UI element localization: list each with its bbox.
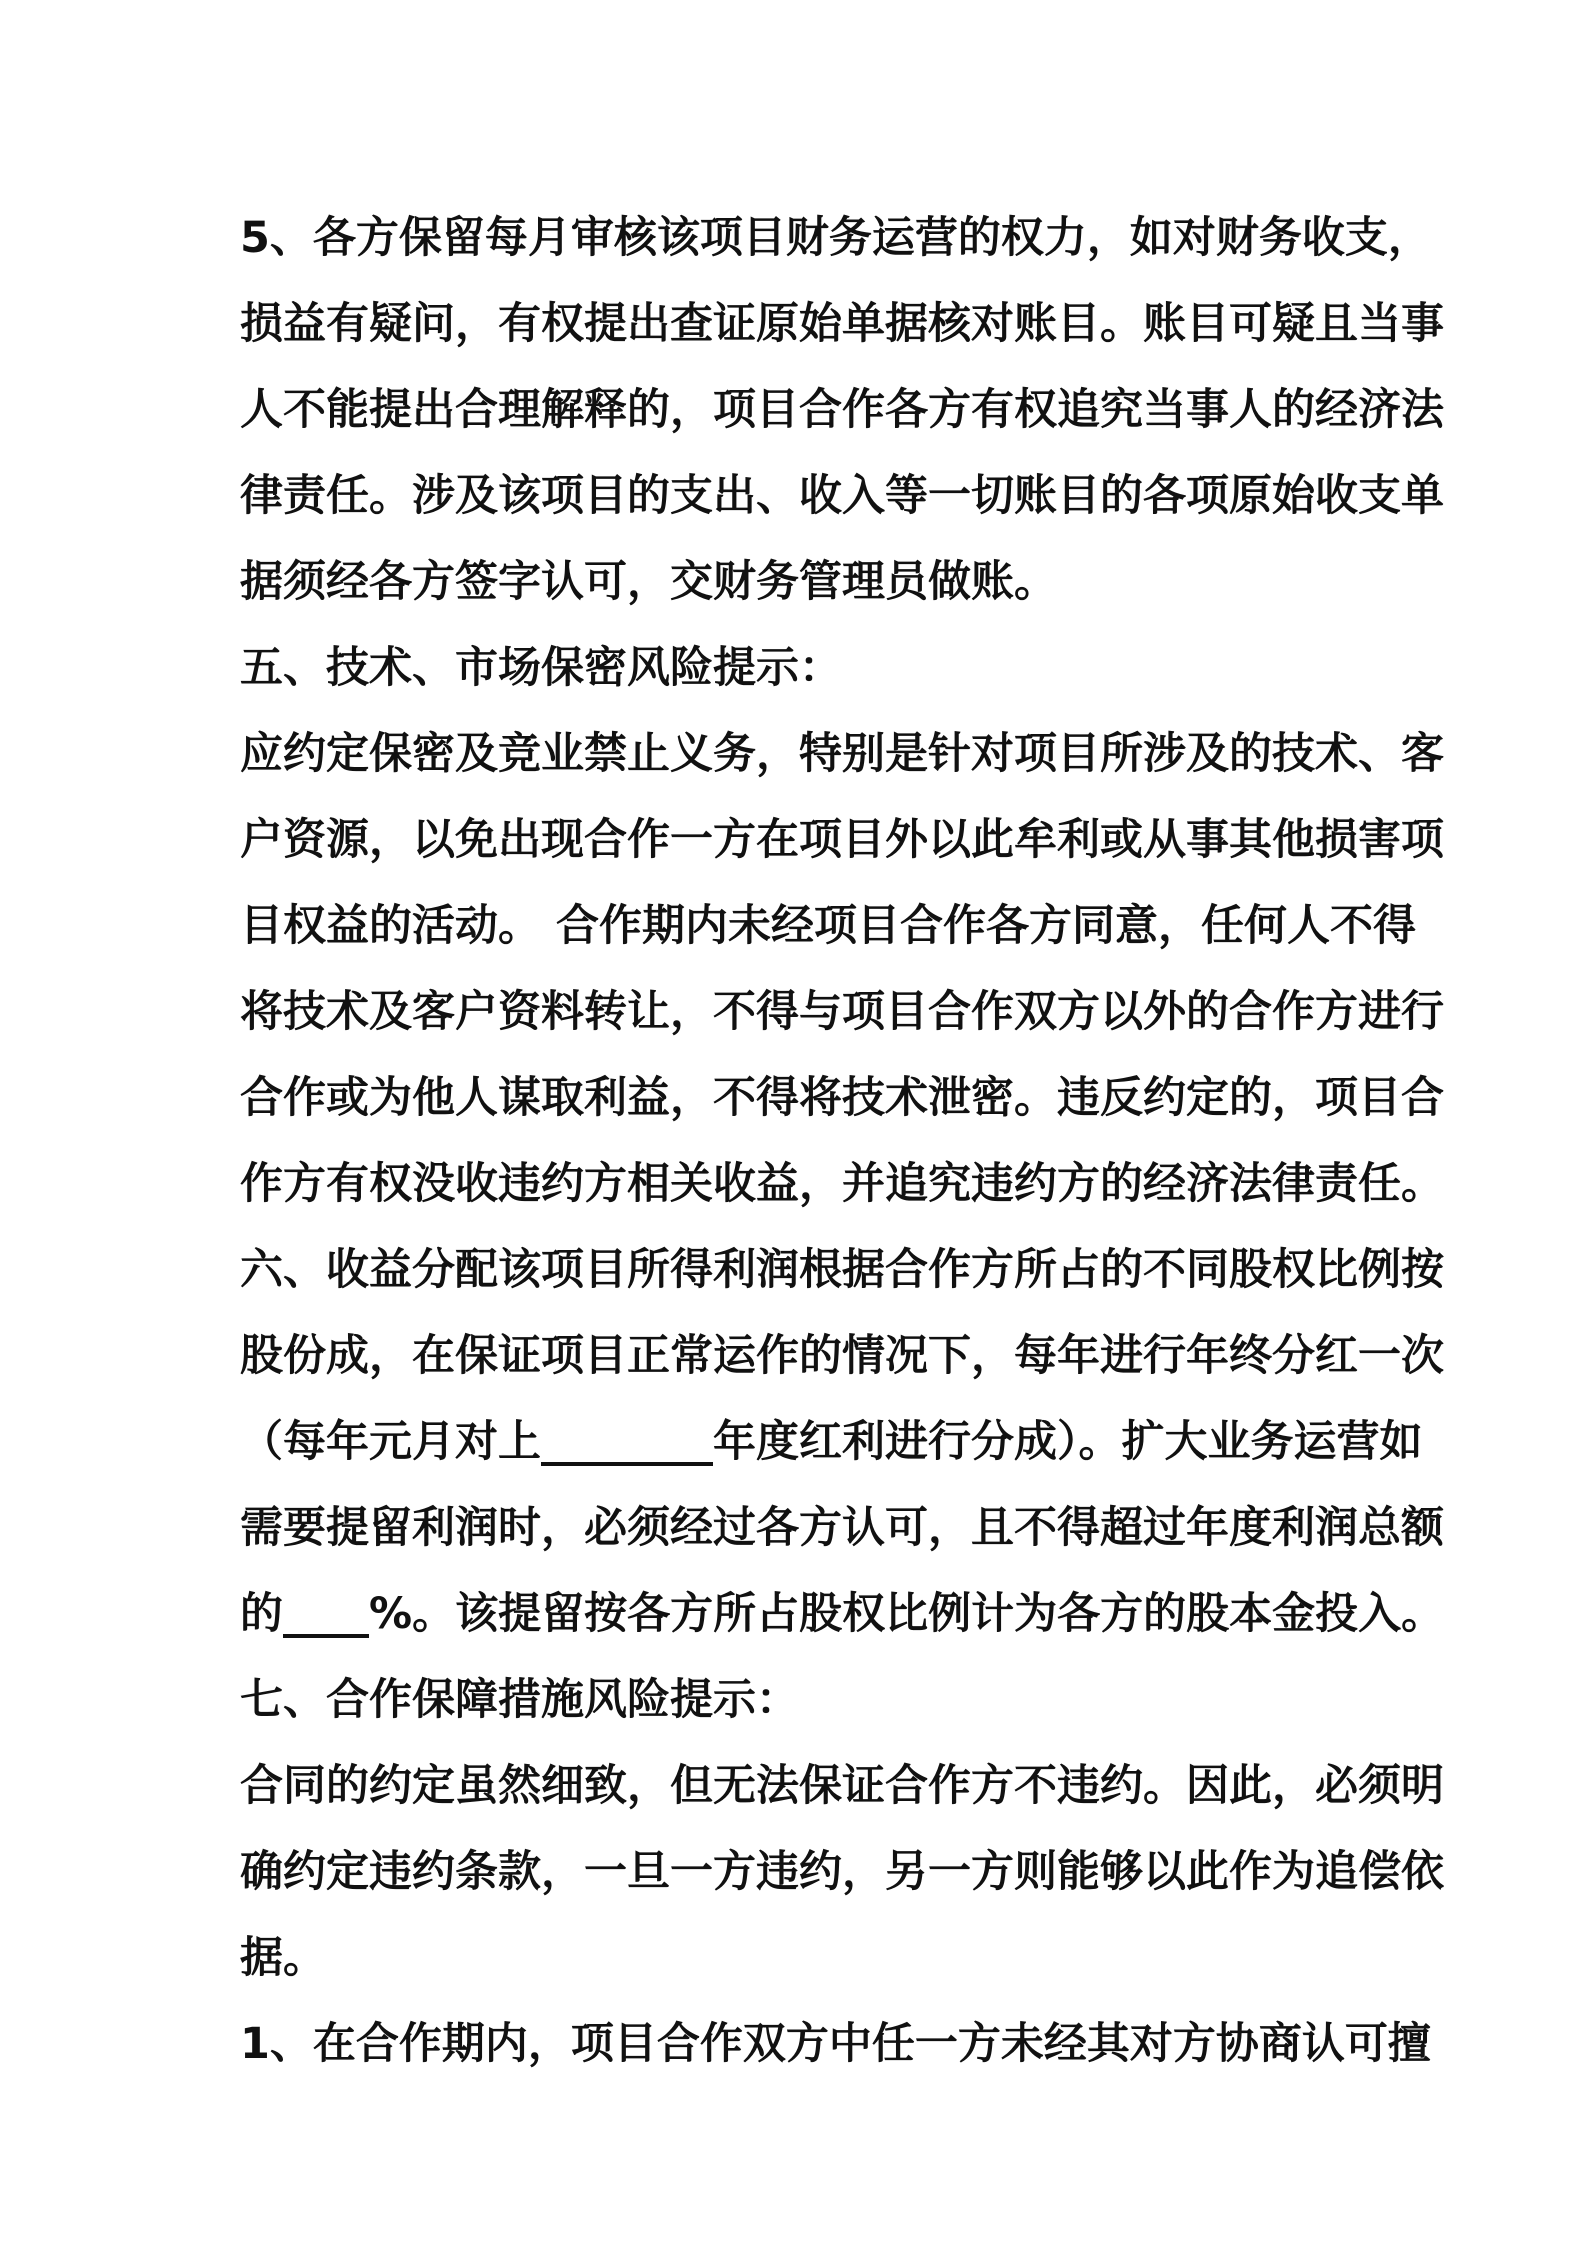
- section-heading: 六、收益分配该项目所得利润根据合作方所占的不同股权比例按: [240, 1245, 1444, 1295]
- text-line: 1、在合作期内，项目合作双方中任一方未经其对方协商认可擅: [240, 2019, 1431, 2069]
- text-line: 应约定保密及竞业禁止义务，特别是针对项目所涉及的技术、客: [240, 729, 1444, 779]
- text-line: 律责任。涉及该项目的支出、收入等一切账目的各项原始收支单: [240, 471, 1444, 521]
- text-line: 5、各方保留每月审核该项目财务运营的权力，如对财务收支，: [240, 213, 1431, 263]
- text-line: 合作或为他人谋取利益，不得将技术泄密。违反约定的，项目合: [240, 1073, 1444, 1123]
- text-line: 股份成，在保证项目正常运作的情况下，每年进行年终分红一次: [240, 1331, 1444, 1381]
- text-line: 的____%。该提留按各方所占股权比例计为各方的股本金投入。: [240, 1589, 1445, 1639]
- text-line: 合同的约定虽然细致，但无法保证合作方不违约。因此，必须明: [240, 1761, 1444, 1811]
- text-line: 目权益的活动。 合作期内未经项目合作各方同意，任何人不得: [240, 901, 1416, 951]
- text-line: 据须经各方签字认可，交财务管理员做账。: [240, 557, 1057, 607]
- text-line: 户资源，以免出现合作一方在项目外以此牟利或从事其他损害项: [240, 815, 1444, 865]
- text-line: 需要提留利润时，必须经过各方认可，且不得超过年度利润总额: [240, 1503, 1444, 1553]
- section-heading: 七、合作保障措施风险提示：: [240, 1675, 799, 1725]
- section-heading: 五、技术、市场保密风险提示：: [240, 643, 842, 693]
- text-line: 据。: [240, 1933, 326, 1983]
- text-line: 人不能提出合理解释的，项目合作各方有权追究当事人的经济法: [240, 385, 1444, 435]
- text-line: 损益有疑问，有权提出查证原始单据核对账目。账目可疑且当事: [240, 299, 1444, 349]
- text-line: 将技术及客户资料转让，不得与项目合作双方以外的合作方进行: [240, 987, 1444, 1037]
- text-line: 作方有权没收违约方相关收益，并追究违约方的经济法律责任。: [240, 1159, 1444, 1209]
- text-line: 确约定违约条款，一旦一方违约，另一方则能够以此作为追偿依: [240, 1847, 1444, 1897]
- document-body: [240, 195, 1445, 2087]
- text-line: （每年元月对上________年度红利进行分成）。扩大业务运营如: [240, 1417, 1423, 1467]
